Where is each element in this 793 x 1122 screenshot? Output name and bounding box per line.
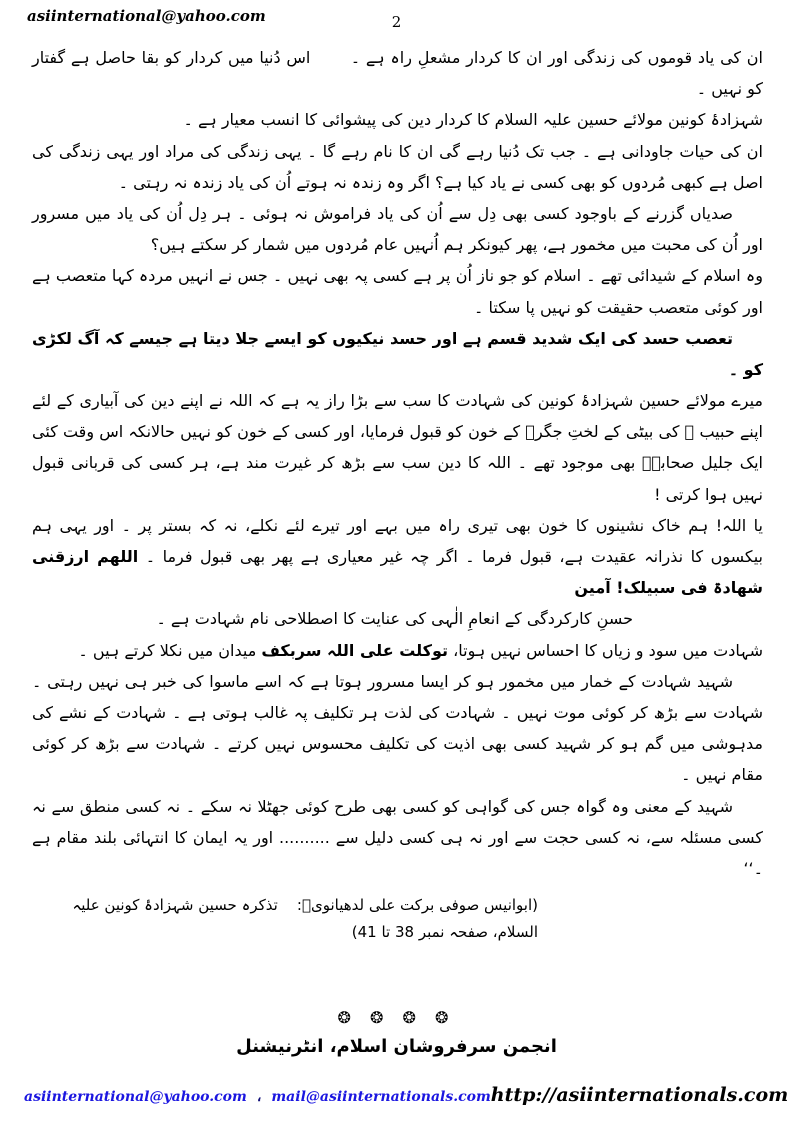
text-segment: میرے مولائے حسین شہزادۂ کونین کی شہادت کا سب سے بڑا راز یہ ہے کہ اللہ نے اپنے دین کی آبیاری کے لئے اپنے حبیب ﷺ کی بیٹی کے لختِ جگرؑ کے خون کو قبول فرمایا، اور کسی کے خون کو نہیں حالانکہ اس وقت کئی ایک جلیل صحابہؓ بھی موجود تھے ۔ اللہ کا دین سب سے بڑھ کر غیرت مند ہے، ہر کسی کی قربانی قبول نہیں ہوا کرتی !	[32, 391, 763, 504]
footer-email-yahoo-link[interactable]: asiinternational@yahoo.com	[24, 1089, 247, 1105]
body-paragraph	[32, 42, 763, 104]
page-number: 2	[391, 13, 402, 31]
text-segment: شہزادۂ کونین مولائے حسین علیہ السلام کا کردار دین کی پیشوائی کا انسب معیار ہے ۔	[183, 110, 763, 130]
text-segment: وہ اسلام کے شیدائی تھے ۔ اسلام کو جو ناز اُن پر ہے کسی پہ بھی نہیں ۔ جس نے انہیں مردہ کہا متعصب ہے اور کوئی متعصب حقیقت کو نہیں پا سکتا ۔	[32, 266, 763, 317]
body-paragraph	[32, 666, 763, 791]
text-segment: شہید کے معنی وہ گواہ جس کی گواہی کو کسی بھی طرح کوئی جھٹلا نہ سکے ۔ نہ کسی منطق سے نہ کسی مسئلہ سے، نہ کسی حجت سے اور نہ ہی کسی دلیل سے .......... اور یہ ایمان کا انتہائی بلند مقام ہے ۔‘‘	[32, 796, 763, 878]
text-segment: ان کی یاد قوموں کی زندگی اور ان کا کردار مشعلِ راہ ہے ۔ اس دُنیا میں کردار کو بقا حاصل ہے گفتار کو نہیں ۔	[32, 48, 763, 99]
ornament-row: ❂ ❂ ❂ ❂	[337, 1008, 456, 1027]
bold-text-segment: تعصب حسد کی ایک شدید قسم ہے اور حسد نیکیوں کو ایسے جلا دیتا ہے جیسے کہ آگ لکڑی کو ۔	[32, 328, 763, 379]
body-paragraph	[32, 136, 763, 198]
citation-line: (ابوانیس صوفی برکت علی لدھیانویؒ: تذکرہ حسین شہزادۂ کونین علیہ السلام، صفحہ نمبر 38 تا 41)	[72, 896, 538, 942]
footer-email-separator: ،	[256, 1089, 262, 1105]
body-paragraph	[32, 635, 763, 666]
body-paragraph	[32, 104, 763, 135]
body-paragraph	[32, 385, 763, 510]
body-paragraph	[32, 603, 763, 634]
document-body	[32, 42, 763, 946]
bold-text-segment: اللھم ارزقنی شھادۃ فی سبیلک! آمین	[32, 547, 763, 598]
text-segment: حسنِ کارکردگی کے انعامِ الٰہی کی عنایت کا اصطلاحی نام شہادت ہے ۔	[156, 609, 633, 629]
text-segment: میدان میں نکلا کرتے ہیں ۔	[78, 640, 262, 660]
text-segment: ان کی حیات جاودانی ہے ۔ جب تک دُنیا رہے گی ان کا نام رہے گا ۔ یہی زندگی کی مراد اور یہی زندگی کی اصل ہے کبھی مُردوں کو بھی کسی نے یاد کیا ہے؟ اگر وہ زندہ نہ ہوتے اُن کی یاد زندہ نہ رہتی ۔	[32, 141, 763, 192]
header-email-link[interactable]: asiinternational@yahoo.com	[27, 7, 266, 25]
body-paragraph	[32, 198, 763, 260]
organization-name: انجمن سرفروشان اسلام، انٹرنیشنل	[236, 1036, 557, 1057]
body-paragraph	[32, 260, 763, 322]
body-paragraph	[32, 323, 763, 385]
text-segment: یا اللہ! ہم خاک نشینوں کا خون بھی تیری راہ میں بہے اور تیرے لئے نکلے، نہ کہ بستر پر ۔ اور یہی ہم بیکسوں کا نذرانہ عقیدت ہے، قبول فرما ۔ اگر چہ غیر معیاری ہے پھر بھی قبول فرما ۔	[32, 515, 763, 566]
footer-email-mail-link[interactable]: mail@asiinternationals.com	[271, 1089, 491, 1105]
body-paragraph	[32, 510, 763, 604]
footer-emails	[24, 1089, 491, 1105]
text-segment: شہادت میں سود و زیاں کا احساس نہیں ہوتا،	[448, 640, 763, 660]
footer-website-link[interactable]: http://asiinternationals.com	[490, 1084, 789, 1106]
text-segment: شہید شہادت کے خمار میں مخمور ہو کر ایسا مسرور ہوتا ہے کہ اسے ماسوا کی خبر ہی نہیں رہتی ۔ شہادت سے بڑھ کر کوئی موت نہیں ۔ شہادت کی لذت ہر تکلیف پہ غالب ہوتی ہے ۔ شہادت کے نشے کی مدہوشی میں گم ہو کر شہید کسی بھی اذیت کی تکلیف محسوس نہیں کرتے ۔ شہادت سے بڑھ کر کوئی مقام نہیں ۔	[32, 671, 763, 785]
body-paragraph	[32, 791, 763, 885]
bold-text-segment: توکلت علی اللہ سربکف	[261, 640, 448, 660]
text-segment: صدیاں گزرنے کے باوجود کسی بھی دِل سے اُن کی یاد فراموش نہ ہوئی ۔ ہر دِل اُن کی یاد میں مسرور اور اُن کی محبت میں مخمور ہے، پھر کیونکر ہم اُنہیں عام مُردوں میں شمار کر سکتے ہیں؟	[32, 203, 763, 255]
footer	[0, 1084, 793, 1106]
